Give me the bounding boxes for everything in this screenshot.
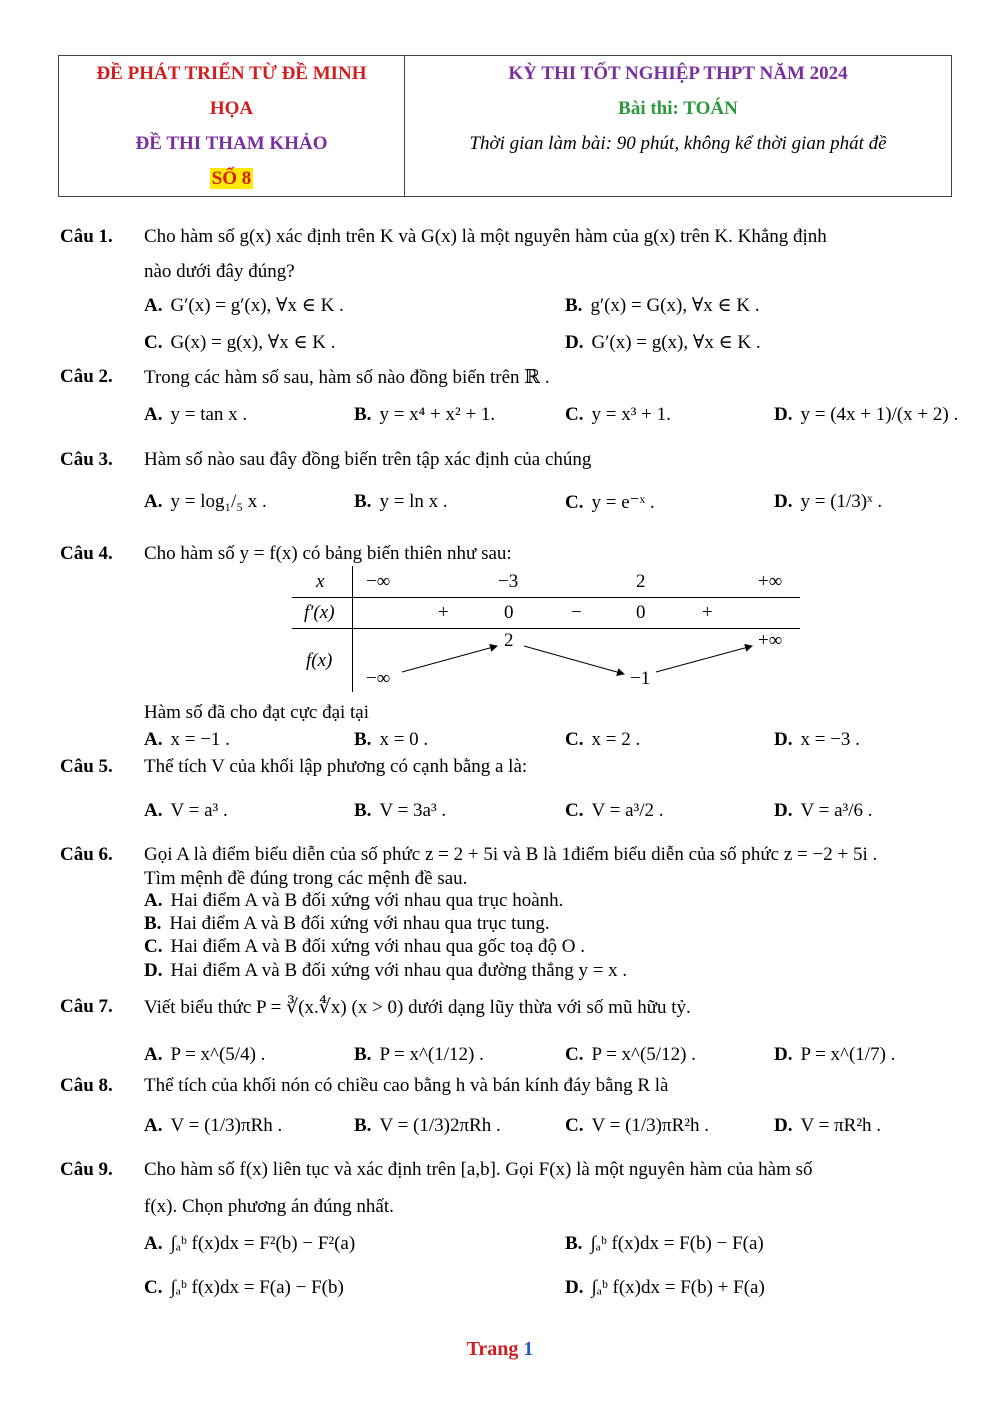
row-fprime-label: f′(x)	[304, 602, 335, 623]
option-c: C. x = 2 .	[565, 729, 641, 750]
question-label: Câu 1.	[60, 226, 113, 247]
header-left-line2: HỌA	[209, 98, 254, 119]
question-text-cont: Tìm mệnh đề đúng trong các mệnh đề sau.	[144, 868, 468, 889]
option-b: B. Hai điểm A và B đối xứng với nhau qua trục tung.	[144, 913, 550, 934]
exam-subject: Bài thi: TOÁN	[618, 98, 738, 119]
question-text: Gọi A là điểm biểu diễn của số phức z = 2 + 5i và B là 1điểm biểu diễn của số phức z = −2 + 5i .	[144, 844, 878, 865]
page-footer	[0, 1338, 1000, 1361]
page-number: 1	[523, 1338, 534, 1360]
header-left-line1: ĐỀ PHÁT TRIỂN TỪ ĐỀ MINH	[96, 63, 367, 84]
option-b: B. y = ln x .	[354, 491, 448, 512]
question-text-cont: Hàm số đã cho đạt cực đại tại	[144, 702, 370, 723]
header-left	[59, 56, 405, 196]
fprime-sign: 0	[504, 602, 514, 623]
question-label: Câu 2.	[60, 366, 113, 387]
question-text: Viết biểu thức P = ∛(x.∜x) (x > 0) dưới dạng lũy thừa với số mũ hữu tỷ.	[144, 997, 691, 1018]
question-label: Câu 9.	[60, 1159, 113, 1180]
x-value: 2	[636, 571, 646, 592]
fprime-sign: +	[438, 602, 449, 623]
f-value: 2	[504, 630, 514, 651]
option-d: D. x = −3 .	[774, 729, 860, 750]
question-label: Câu 4.	[60, 543, 113, 564]
row-x-label: x	[316, 571, 325, 592]
option-c: C. y = e⁻ˣ .	[565, 492, 655, 513]
fprime-sign: +	[702, 602, 713, 623]
question-text: Cho hàm số g(x) xác định trên K và G(x) là một nguyên hàm của g(x) trên K. Khẳng định	[144, 226, 827, 247]
option-d: D. V = a³/6 .	[774, 800, 873, 821]
question-label: Câu 6.	[60, 844, 113, 865]
row-f-label: f(x)	[306, 650, 333, 671]
header-right	[405, 56, 951, 196]
question-label: Câu 3.	[60, 449, 113, 470]
x-value: −∞	[366, 571, 391, 592]
footer-word: Trang	[466, 1338, 519, 1360]
f-value: −∞	[366, 668, 391, 689]
question-text-cont: nào dưới đây đúng?	[144, 261, 295, 282]
f-value: +∞	[758, 630, 783, 651]
option-d: D. P = x^(1/7) .	[774, 1044, 896, 1065]
question-label: Câu 5.	[60, 756, 113, 777]
exam-header	[58, 55, 952, 197]
option-b: B. V = (1/3)2πRh .	[354, 1115, 501, 1136]
option-b: B. x = 0 .	[354, 729, 429, 750]
option-a: A. y = tan x .	[144, 404, 248, 425]
option-a: A. V = (1/3)πRh .	[144, 1115, 283, 1136]
option-b: B. P = x^(1/12) .	[354, 1044, 484, 1065]
exam-number: SỐ 8	[211, 168, 252, 189]
option-c: C. y = x³ + 1.	[565, 404, 671, 425]
header-left-line3: ĐỀ THI THAM KHẢO	[135, 133, 328, 154]
question-label: Câu 8.	[60, 1075, 113, 1096]
fprime-sign: −	[571, 602, 582, 623]
question-text: Cho hàm số f(x) liên tục và xác định trên [a,b]. Gọi F(x) là một nguyên hàm của hàm số	[144, 1159, 813, 1180]
option-c: C. V = a³/2 .	[565, 800, 664, 821]
option-a: A. G′(x) = g′(x), ∀x ∈ K .	[144, 295, 344, 316]
option-c: C. Hai điểm A và B đối xứng với nhau qua gốc toạ độ O .	[144, 936, 586, 957]
exam-duration: Thời gian làm bài: 90 phút, không kể thời gian phát đề	[469, 133, 887, 154]
option-c: C. V = (1/3)πR²h .	[565, 1115, 709, 1136]
question-label: Câu 7.	[60, 996, 113, 1017]
question-text: Cho hàm số y = f(x) có bảng biến thiên như sau:	[144, 543, 512, 564]
option-d: D. V = πR²h .	[774, 1115, 882, 1136]
option-d: D. ∫ₐᵇ f(x)dx = F(b) + F(a)	[565, 1277, 765, 1298]
variation-arrows	[292, 566, 800, 692]
option-d: D. y = (4x + 1)/(x + 2) .	[774, 404, 959, 425]
question-text: Hàm số nào sau đây đồng biến trên tập xác định của chúng	[144, 449, 592, 470]
question-text: Thể tích V của khối lập phương có cạnh bằng a là:	[144, 756, 528, 777]
option-b: B. ∫ₐᵇ f(x)dx = F(b) − F(a)	[565, 1233, 764, 1254]
question-text: Trong các hàm số sau, hàm số nào đồng biến trên ℝ .	[144, 367, 550, 388]
question-text-cont: f(x). Chọn phương án đúng nhất.	[144, 1196, 394, 1217]
option-d: D. Hai điểm A và B đối xứng với nhau qua đường thẳng y = x .	[144, 960, 628, 981]
option-a: A. P = x^(5/4) .	[144, 1044, 266, 1065]
option-d: D. y = (1/3)ˣ .	[774, 491, 883, 512]
question-text: Thể tích của khối nón có chiều cao bằng h và bán kính đáy bằng R là	[144, 1075, 669, 1096]
option-b: B. y = x⁴ + x² + 1.	[354, 404, 496, 425]
x-value: −3	[498, 571, 519, 592]
option-c: C. G(x) = g(x), ∀x ∈ K .	[144, 332, 336, 353]
fprime-sign: 0	[636, 602, 646, 623]
option-a: A. ∫ₐᵇ f(x)dx = F²(b) − F²(a)	[144, 1233, 356, 1254]
variation-table	[292, 566, 800, 692]
f-value: −1	[630, 668, 651, 689]
option-a: A. Hai điểm A và B đối xứng với nhau qua trục hoành.	[144, 890, 564, 911]
exam-title: KỲ THI TỐT NGHIỆP THPT NĂM 2024	[508, 63, 848, 84]
x-value: +∞	[758, 571, 783, 592]
option-c: C. ∫ₐᵇ f(x)dx = F(a) − F(b)	[144, 1277, 344, 1298]
option-a: A. y = log₁/₅ x .	[144, 491, 267, 512]
option-b: B. g′(x) = G(x), ∀x ∈ K .	[565, 295, 760, 316]
option-a: A. V = a³ .	[144, 800, 228, 821]
option-c: C. P = x^(5/12) .	[565, 1044, 696, 1065]
option-a: A. x = −1 .	[144, 729, 230, 750]
option-d: D. G′(x) = g(x), ∀x ∈ K .	[565, 332, 761, 353]
option-b: B. V = 3a³ .	[354, 800, 447, 821]
